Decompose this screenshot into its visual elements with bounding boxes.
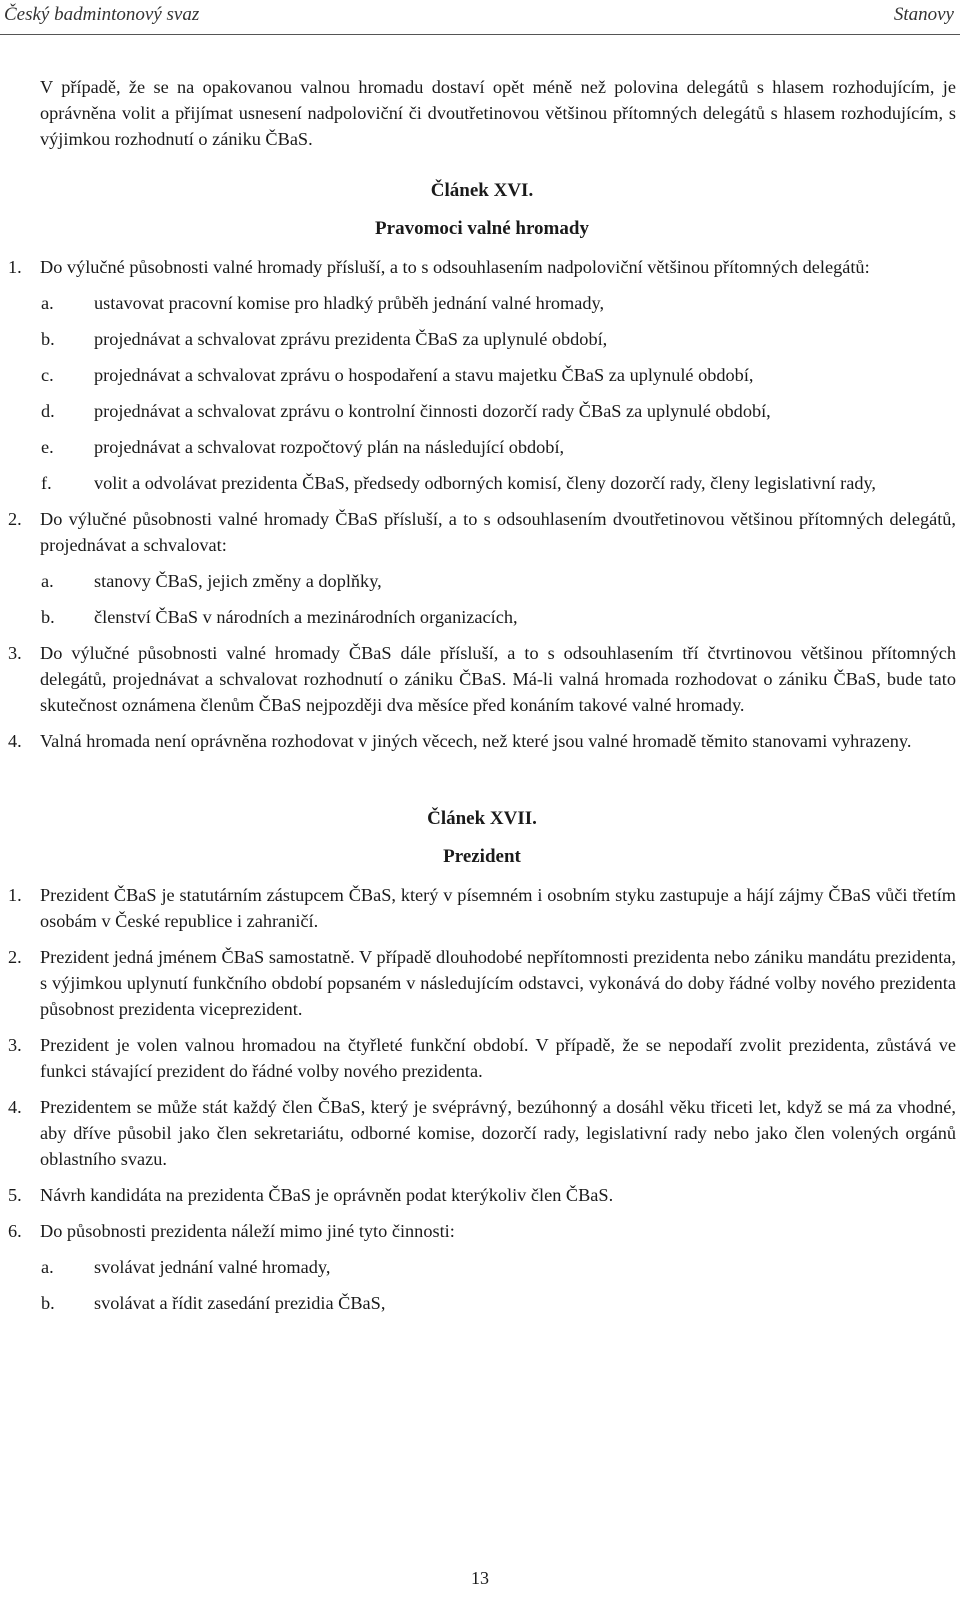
article-16-item (8, 728, 956, 754)
item-number: 6. (8, 1221, 22, 1241)
subitem-letter: a. (41, 571, 54, 591)
subitem-letter: b. (41, 1293, 55, 1313)
article-16-subitem (8, 604, 956, 630)
item-number: 1. (8, 257, 22, 277)
article-17-item (8, 882, 956, 934)
subitem-letter: f. (41, 473, 52, 493)
item-text: Prezident ČBaS je statutárním zástupcem ČBaS, který v písemném i osobním styku zastupuje a hájí zájmy ČBaS vůči třetím osobám v České republice i zahraničí. (40, 885, 956, 931)
article-16-subitem (8, 470, 956, 496)
page-footer (0, 1568, 960, 1589)
header-organization: Český badmintonový svaz (4, 4, 200, 25)
article-16-subitem (8, 326, 956, 352)
item-text: Valná hromada není oprávněna rozhodovat v jiných věcech, než které jsou valné hromadě těmito stanovami vyhrazeny. (40, 731, 912, 751)
subitem-text: svolávat jednání valné hromady, (94, 1257, 331, 1277)
article-16-subitem (8, 362, 956, 388)
item-text: Do výlučné působnosti valné hromady ČBaS přísluší, a to s odsouhlasením dvoutřetinovou většinou přítomných delegátů, projednávat a schvalovat: (40, 509, 956, 555)
item-number: 2. (8, 509, 22, 529)
item-number: 3. (8, 643, 22, 663)
article-17-subitem (8, 1290, 956, 1316)
article-16-title: Článek XVI. (430, 180, 534, 201)
article-16-subitem (8, 398, 956, 424)
article-16 (8, 178, 956, 754)
item-text: Do výlučné působnosti valné hromady ČBaS dále přísluší, a to s odsouhlasením tří čtvrtinovou většinou přítomných delegátů, projednávat a schvalovat rozhodnutí o zániku ČBaS. Má-li valná hromada rozhodovat o zániku ČBaS, bude tato skutečnost oznámena členům ČBaS nejpozději dva měsíce před konáním takové valné hromady. (40, 643, 956, 715)
subitem-text: projednávat a schvalovat zprávu o hospodaření a stavu majetku ČBaS za uplynulé období, (94, 365, 754, 385)
subitem-letter: d. (41, 401, 55, 421)
item-number: 4. (8, 1097, 22, 1117)
subitem-letter: a. (41, 293, 54, 313)
article-17 (8, 806, 956, 1316)
item-text: Prezident je volen valnou hromadou na čtyřleté funkční období. V případě, že se nepodaří zvolit prezidenta, zůstává ve funkci stávající prezident do řádné volby nového prezidenta. (40, 1035, 956, 1081)
document-body (8, 74, 956, 1316)
header-document-title: Stanovy (893, 4, 954, 25)
subitem-letter: b. (41, 329, 55, 349)
subitem-text: projednávat a schvalovat rozpočtový plán na následující období, (94, 437, 565, 457)
subitem-text: ustavovat pracovní komise pro hladký průběh jednání valné hromady, (94, 293, 605, 313)
page-header (0, 0, 960, 36)
subitem-text: stanovy ČBaS, jejich změny a doplňky, (94, 571, 382, 591)
item-text: Prezident jedná jménem ČBaS samostatně. V případě dlouhodobé nepřítomnosti prezidenta nebo zániku mandátu prezidenta, s výjimkou uplynutí funkčního období popsaném v následujícím odstavci, vykonává do doby řádné volby nového prezidenta působnost prezidenta viceprezident. (40, 947, 956, 1019)
subitem-letter: b. (41, 607, 55, 627)
article-16-subitem (8, 434, 956, 460)
page-number: 13 (471, 1568, 489, 1588)
item-number: 1. (8, 885, 22, 905)
subitem-text: členství ČBaS v národních a mezinárodních organizacích, (94, 607, 518, 627)
intro-paragraph: V případě, že se na opakovanou valnou hromadu dostaví opět méně než polovina delegátů s hlasem rozhodujícím, je oprávněna volit a přijímat usnesení nadpoloviční či dvoutřetinovou většinou přítomných delegátů s hlasem rozhodujícím, s výjimkou rozhodnutí o zániku ČBaS. (40, 77, 956, 149)
article-17-item (8, 1182, 956, 1208)
article-17-item (8, 944, 956, 1022)
article-16-item (8, 640, 956, 718)
item-text: Návrh kandidáta na prezidenta ČBaS je oprávněn podat kterýkoliv člen ČBaS. (40, 1185, 614, 1205)
article-16-subtitle: Pravomoci valné hromady (375, 218, 589, 239)
item-number: 3. (8, 1035, 22, 1055)
article-16-subitem (8, 290, 956, 316)
subitem-text: projednávat a schvalovat zprávu o kontrolní činnosti dozorčí rady ČBaS za uplynulé období, (94, 401, 771, 421)
subitem-letter: c. (41, 365, 54, 385)
item-number: 5. (8, 1185, 22, 1205)
header-divider (0, 34, 960, 35)
article-16-subitem (8, 568, 956, 594)
article-17-item (8, 1218, 956, 1244)
subitem-text: projednávat a schvalovat zprávu prezidenta ČBaS za uplynulé období, (94, 329, 608, 349)
article-16-item (8, 254, 956, 280)
subitem-letter: e. (41, 437, 54, 457)
item-number: 4. (8, 731, 22, 751)
article-17-subtitle: Prezident (443, 846, 521, 867)
article-16-item (8, 506, 956, 558)
article-17-subitem (8, 1254, 956, 1280)
item-number: 2. (8, 947, 22, 967)
subitem-letter: a. (41, 1257, 54, 1277)
subitem-text: svolávat a řídit zasedání prezidia ČBaS, (94, 1293, 386, 1313)
item-text: Prezidentem se může stát každý člen ČBaS, který je svéprávný, bezúhonný a dosáhl věku třiceti let, když se má za vhodné, aby dříve působil jako člen sekretariátu, odborné komise, dozorčí rady, legislativní rady nebo jako člen volených orgánů oblastního svazu. (40, 1097, 956, 1169)
subitem-text: volit a odvolávat prezidenta ČBaS, předsedy odborných komisí, členy dozorčí rady, členy legislativní rady, (94, 473, 876, 493)
item-text: Do výlučné působnosti valné hromady přísluší, a to s odsouhlasením nadpoloviční většinou přítomných delegátů: (40, 257, 870, 277)
article-17-title: Článek XVII. (427, 808, 537, 829)
article-17-item (8, 1094, 956, 1172)
article-17-item (8, 1032, 956, 1084)
item-text: Do působnosti prezidenta náleží mimo jiné tyto činnosti: (40, 1221, 455, 1241)
